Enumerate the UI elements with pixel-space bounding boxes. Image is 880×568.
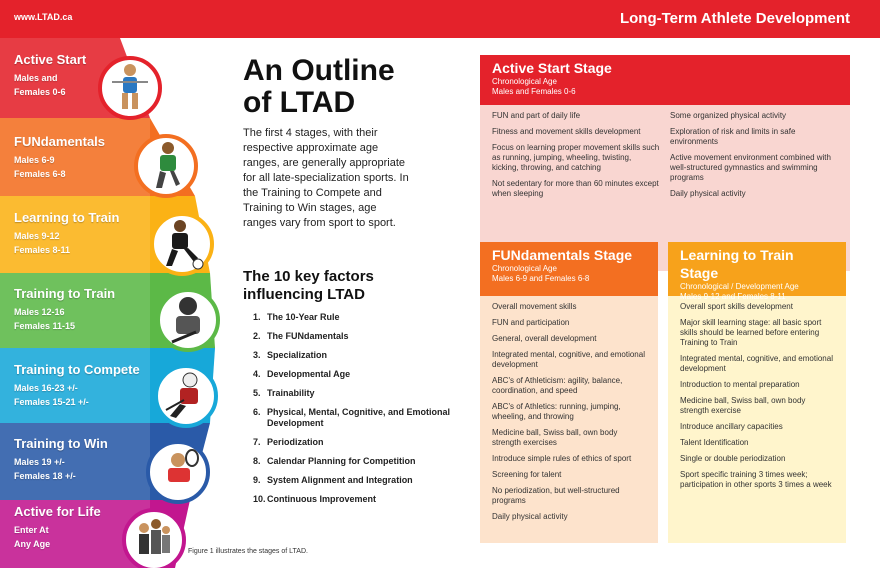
- card-title: Active Start Stage: [492, 60, 612, 76]
- stage-age-line2: Females 8-11: [14, 245, 71, 255]
- stage-age-line2: Females 6-8: [14, 169, 66, 179]
- list-item: Medicine ball, Swiss ball, own body strength exercises: [492, 428, 618, 447]
- factors-heading-line1: The 10 key factors: [243, 268, 374, 285]
- card-age-range: Males 6-9 and Females 6-8: [492, 274, 590, 283]
- list-item: [253, 456, 453, 467]
- factor-text: Continuous Improvement: [267, 494, 377, 504]
- page-title-line2: of LTAD: [243, 86, 356, 119]
- list-item: Sport specific training 3 times week; participation in other sports 3 times a week: [680, 470, 832, 489]
- stage-column: [0, 38, 250, 568]
- card-body: [480, 296, 658, 543]
- stage-age-line2: Females 0-6: [14, 87, 66, 97]
- child-photo-icon: [98, 56, 162, 120]
- factor-number: 1.: [253, 312, 261, 322]
- stage-learning-to-train[interactable]: [0, 204, 160, 263]
- list-item: Overall movement skills: [492, 302, 577, 311]
- list-item: [253, 494, 453, 505]
- list-item: Introduction to mental preparation: [680, 380, 800, 389]
- stage-training-to-win[interactable]: [0, 430, 160, 489]
- card-subtitle: Chronological Age: [492, 264, 557, 273]
- card-header: [480, 242, 658, 296]
- factor-text: Periodization: [267, 437, 324, 447]
- stage-name: Active for Life: [14, 504, 101, 519]
- factor-number: 4.: [253, 369, 261, 379]
- factor-text: Calendar Planning for Competition: [267, 456, 416, 466]
- factor-text: The FUNdamentals: [267, 331, 349, 341]
- factor-number: 7.: [253, 437, 261, 447]
- list-item: General, overall development: [492, 334, 597, 343]
- list-item: Introduce ancillary capacities: [680, 422, 783, 431]
- soccer-player-photo-icon: [150, 212, 214, 276]
- factor-number: 5.: [253, 388, 261, 398]
- list-item: [253, 350, 453, 361]
- factor-text: System Alignment and Integration: [267, 475, 413, 485]
- list-item: FUN and part of daily life: [492, 111, 581, 120]
- card-subtitle: Chronological / Development Age: [680, 282, 799, 291]
- stage-age-line1: Males and: [14, 73, 58, 83]
- list-item: Talent Identification: [680, 438, 749, 447]
- list-item: Daily physical activity: [670, 189, 746, 198]
- stage-name: Learning to Train: [14, 210, 120, 225]
- list-item: ABC's of Athleticism: agility, balance, coordination, and speed: [492, 376, 623, 395]
- factor-number: 3.: [253, 350, 261, 360]
- factor-number: 8.: [253, 456, 261, 466]
- stage-age-line2: Females 18 +/-: [14, 471, 76, 481]
- stage-name: Training to Train: [14, 286, 116, 301]
- factors-heading: [243, 268, 374, 304]
- list-item: Some organized physical activity: [670, 111, 787, 120]
- list-item: Integrated mental, cognitive, and emotional development: [680, 354, 833, 373]
- list-item: Focus on learning proper movement skills such as running, jumping, wheeling, twisting, kicking, throwing, and catching: [492, 143, 660, 172]
- list-item: Introduce simple rules of ethics of sport: [492, 454, 632, 463]
- stage-age-line2: Females 15-21 +/-: [14, 397, 89, 407]
- factor-text: Physical, Mental, Cognitive, and Emotional Development: [267, 407, 451, 428]
- factor-number: 2.: [253, 331, 261, 341]
- factor-number: 6.: [253, 407, 261, 417]
- card-title: FUNdamentals Stage: [492, 247, 633, 263]
- list-item: Screening for talent: [492, 470, 562, 479]
- stage-age-line1: Males 6-9: [14, 155, 55, 165]
- stage-name: Training to Compete: [14, 362, 140, 377]
- list-item: Major skill learning stage: all basic sport skills should be learned before entering Training to Train: [680, 318, 822, 347]
- list-item: No periodization, but well-structured programs: [492, 486, 620, 505]
- list-item: Exploration of risk and limits in safe environments: [670, 127, 796, 146]
- learning-to-train-card: [668, 242, 846, 543]
- card-body: [668, 296, 846, 543]
- tennis-player-photo-icon: [146, 440, 210, 504]
- figure-caption: Figure 1 illustrates the stages of LTAD.: [188, 548, 308, 555]
- list-item: ABC's of Athletics: running, jumping, wheeling, and throwing: [492, 402, 621, 421]
- header-bar: [0, 0, 880, 38]
- list-item: Single or double periodization: [680, 454, 786, 463]
- page-title-line1: An Outline: [243, 54, 395, 87]
- stage-training-to-compete[interactable]: [0, 356, 160, 415]
- stage-age-line1: Males 16-23 +/-: [14, 383, 78, 393]
- list-item: Daily physical activity: [492, 512, 568, 521]
- stage-training-to-train[interactable]: [0, 280, 160, 339]
- runner-photo-icon: [134, 134, 198, 198]
- card-title: Learning to Train Stage: [680, 247, 794, 281]
- list-item: Medicine ball, Swiss ball, own body strength exercise: [680, 396, 806, 415]
- stage-name: FUNdamentals: [14, 134, 106, 149]
- stage-age-line1: Males 9-12: [14, 231, 60, 241]
- hockey-player-photo-icon: [156, 288, 220, 352]
- list-item: Active movement environment combined with well-structured gymnastics and swimming programs: [670, 153, 831, 182]
- stage-age-line1: Males 19 +/-: [14, 457, 65, 467]
- list-item: [253, 312, 453, 323]
- stage-age-line1: Enter At: [14, 525, 49, 535]
- factor-text: The 10-Year Rule: [267, 312, 340, 322]
- hockey-skater-photo-icon: [154, 364, 218, 428]
- header-title: Long-Term Athlete Development: [619, 10, 850, 27]
- list-item: [253, 475, 453, 486]
- card-subtitle: Chronological Age: [492, 77, 557, 86]
- list-item: Not sedentary for more than 60 minutes except when sleeping: [492, 179, 659, 198]
- card-header: [480, 55, 850, 105]
- page-title: [243, 55, 395, 119]
- list-item: [253, 331, 453, 342]
- list-item: [253, 388, 453, 399]
- factor-text: Developmental Age: [267, 369, 351, 379]
- factor-number: 9.: [253, 475, 261, 485]
- stage-name: Active Start: [14, 52, 87, 67]
- fundamentals-card: [480, 242, 658, 543]
- active-start-card: [480, 55, 850, 271]
- factors-heading-line2: influencing LTAD: [243, 286, 365, 303]
- stage-age-line1: Males 12-16: [14, 307, 65, 317]
- card-header: [668, 242, 846, 301]
- list-item: [253, 407, 453, 429]
- list-item: Fitness and movement skills development: [492, 127, 641, 136]
- stage-age-line2: Any Age: [14, 539, 51, 549]
- factor-text: Trainability: [267, 388, 315, 398]
- list-item: FUN and participation: [492, 318, 570, 327]
- factors-list: [253, 312, 453, 513]
- family-photo-icon: [122, 508, 186, 568]
- intro-paragraph: The first 4 stages, with their respective approximate age ranges, are generally appropriate for all late-specialization sports. In the Training to Compete and Training to Win stages, age ranges vary from sport to sport.: [243, 127, 409, 229]
- stage-name: Training to Win: [14, 436, 108, 451]
- list-item: [253, 437, 453, 448]
- list-item: [253, 369, 453, 380]
- factor-text: Specialization: [267, 350, 328, 360]
- list-item: Overall sport skills development: [680, 302, 793, 311]
- card-age-range: Males 9-12 and Females 8-11: [680, 292, 786, 301]
- site-url[interactable]: www.LTAD.ca: [14, 12, 73, 22]
- card-age-range: Males and Females 0-6: [492, 87, 576, 96]
- factor-number: 10.: [253, 494, 266, 504]
- stage-age-line2: Females 11-15: [14, 321, 76, 331]
- list-item: Integrated mental, cognitive, and emotional development: [492, 350, 645, 369]
